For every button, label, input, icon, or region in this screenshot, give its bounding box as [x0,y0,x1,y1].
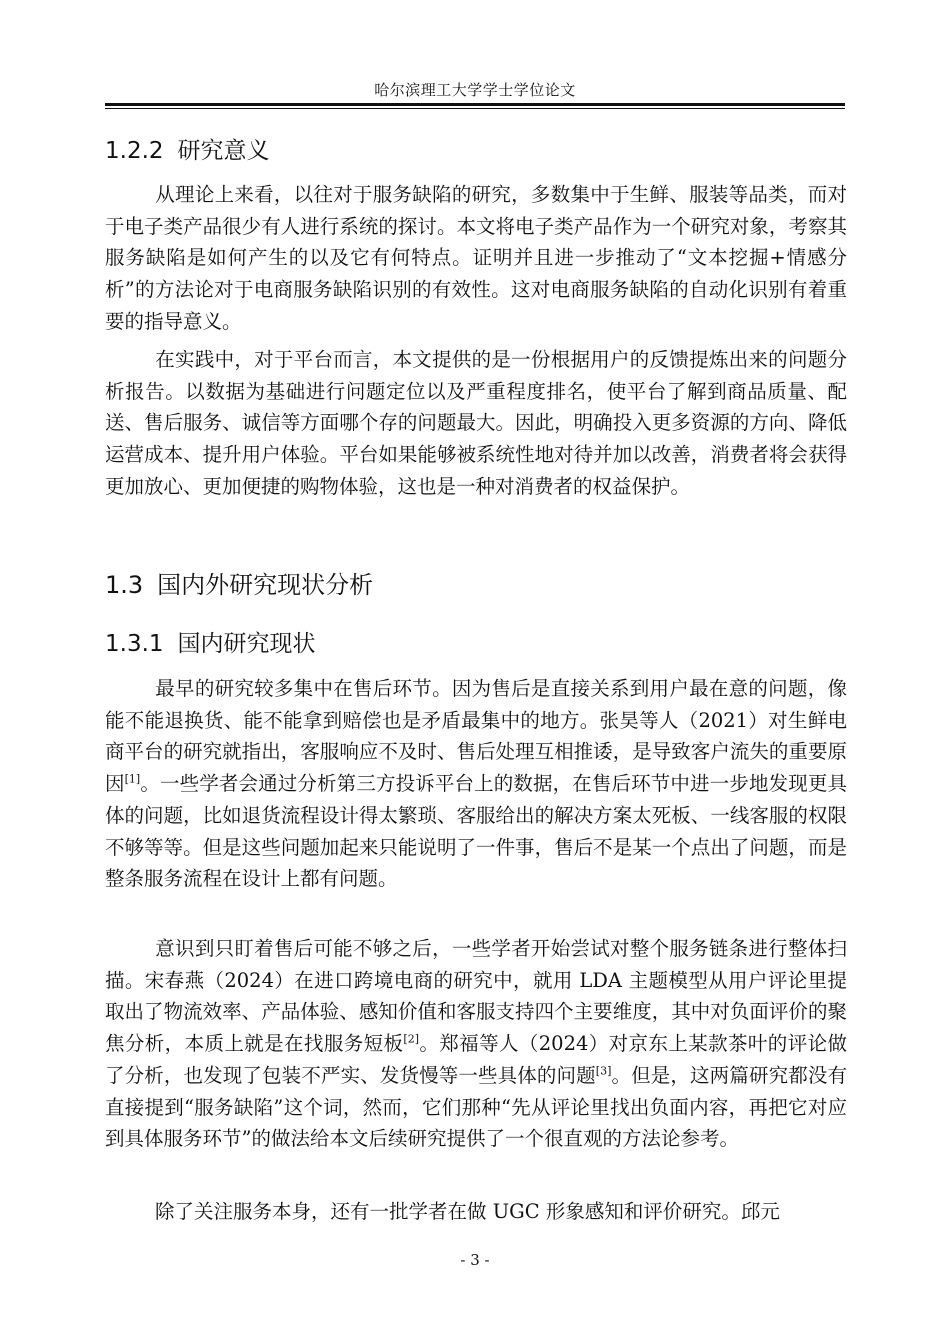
section-number: 1.2.2 [105,138,164,164]
section-heading-1-3-1 [105,625,316,658]
paragraph-text: 。一些学者会通过分析第三方投诉平台上的数据，在售后环节中进一步地发现更具体的问题，比如退货流程设计得太繁琐、客服给出的解决方案太死板、一线客服的权限不够等等。但是这些问题加起来只能说明了一件事，售后不是某一个点出了问题，而是整条服务流程在设计上都有问题。 [105,772,847,891]
section-title: 国内研究现状 [177,631,316,657]
paragraph-ugc-research [105,1196,847,1228]
header-rule-thin [105,108,845,109]
section-heading-1-2-2 [105,132,270,165]
paragraph-text: 。但是，这两篇研究都没有直接提到“服务缺陷”这个词，然而，它们那种“先从评论里找出负面内容，再把它对应到具体服务环节”的做法给本文后续研究提供了一个很直观的方法论参考。 [105,1063,847,1151]
page-number: - 3 - [460,1251,490,1269]
paragraph-service-chain-research [105,933,847,1155]
section-heading-1-3 [105,565,373,600]
citation-2[interactable]: [2] [403,1032,419,1046]
paragraph-text: 。郑福等人（2024）对京东上某款茶叶的评论做了分析，也发现了包装不严实、发货慢等一些具体的问题 [105,1032,847,1087]
running-header: 哈尔滨理工大学学士学位论文 [374,81,576,99]
paragraph-text: 从理论上来看，以往对于服务缺陷的研究，多数集中于生鲜、服装等品类，而对于电子类产品很少有人进行系统的探讨。本文将电子类产品作为一个研究对象，考察其服务缺陷是如何产生的以及它有何特点。证明并且进一步推动了“文本挖掘+情感分析”的方法论对于电商服务缺陷识别的有效性。这对电商服务缺陷的自动化识别有着重要的指导意义。 [105,183,847,333]
paragraph-after-sales-research [105,673,847,895]
section-title: 国内外研究现状分析 [157,571,374,599]
citation-3[interactable]: [3] [595,1064,612,1078]
paragraph-text: 在实践中，对于平台而言，本文提供的是一份根据用户的反馈提炼出来的问题分析报告。以数据为基础进行问题定位以及严重程度排名，使平台了解到商品质量、配送、售后服务、诚信等方面哪个存的问题最大。因此，明确投入更多资源的方向、降低运营成本、提升用户体验。平台如果能够被系统性地对待并加以改善，消费者将会获得更加放心、更加便捷的购物体验，这也是一种对消费者的权益保护。 [105,348,847,498]
paragraph-text: 最早的研究较多集中在售后环节。因为售后是直接关系到用户最在意的问题，像能不能退换货、能不能拿到赔偿也是矛盾最集中的地方。张昊等人（2021）对生鲜电商平台的研究就指出，客服响应不及时、售后处理互相推诿，是导致客户流失的重要原因 [105,677,847,796]
paragraph-practice-significance [105,344,847,503]
section-number: 1.3.1 [105,631,164,657]
paragraph-text: 意识到只盯着售后可能不够之后，一些学者开始尝试对整个服务链条进行整体扫描。宋春燕（2024）在进口跨境电商的研究中，就用 LDA 主题模型从用户评论里提取出了物流效率、产品体验、感知价值和客服支持四个主要维度，其中对负面评价的聚焦分析，本质上就是在找服务短板 [105,937,847,1056]
paragraph-theory-significance [105,179,847,338]
paragraph-text: 除了关注服务本身，还有一批学者在做 UGC 形象感知和评价研究。邱元 [155,1200,780,1223]
header-rule-thick [105,103,845,106]
section-number: 1.3 [105,571,144,599]
citation-1[interactable]: [1] [124,772,141,786]
section-title: 研究意义 [177,138,270,164]
